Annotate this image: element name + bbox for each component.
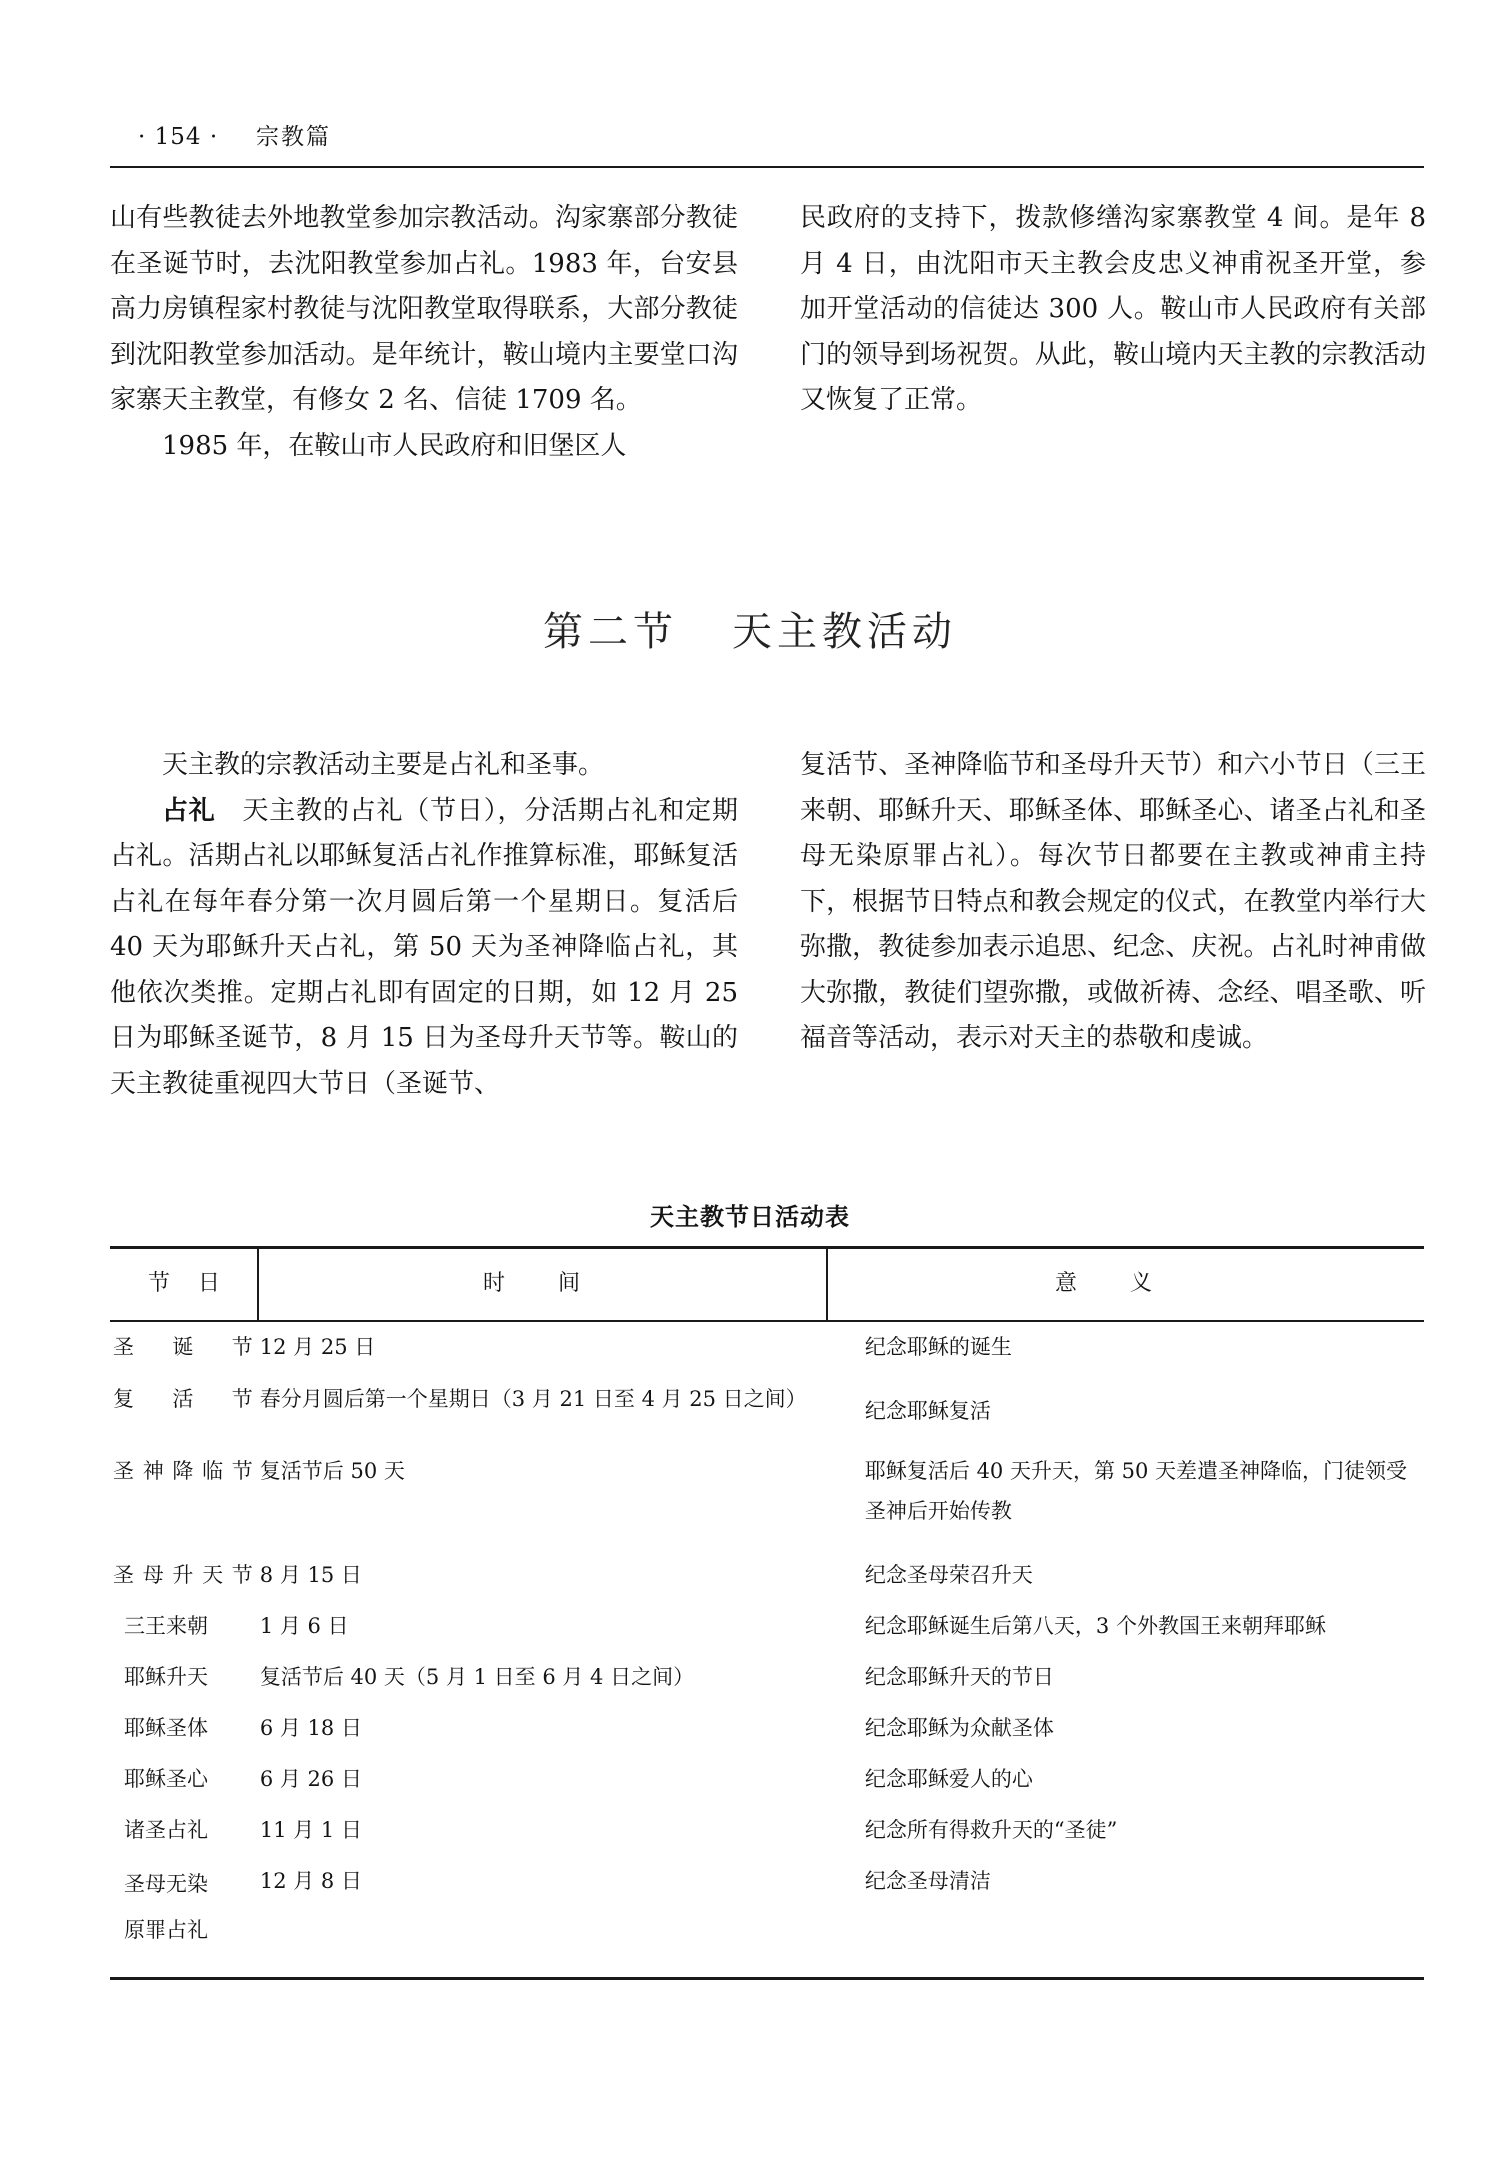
meaning-cell: 耶稣复活后 40 天升天，第 50 天差遣圣神降临，门徒领受圣神后开始传教 — [864, 1459, 1408, 1523]
meaning-cell: 纪念圣母荣召升天 — [864, 1563, 1033, 1587]
table-row — [110, 1555, 1424, 1595]
meaning-cell: 纪念耶稣爱人的心 — [864, 1767, 1033, 1791]
time-cell: 春分月圆后第一个星期日（3 月 21 日至 4 月 25 日之间） — [259, 1387, 807, 1411]
table-header-festival: 节 日 — [148, 1271, 224, 1296]
running-header — [120, 120, 1420, 160]
paragraph: 山有些教徒去外地教堂参加宗教活动。沟家寨部分教徒在圣诞节时，去沈阳教堂参加占礼。1983 年，台安县高力房镇程家村教徒与沈阳教堂取得联系，大部分教徒到沈阳教堂参加活动。是年统计，鞍山境内主要堂口沟家寨天主教堂，有修女 2 名、信徒 1709 名。 — [110, 203, 738, 415]
festival-cell: 圣诞节 — [113, 1335, 253, 1359]
table-header-rule — [110, 1320, 1424, 1322]
meaning-cell: 纪念耶稣诞生后第八天，3 个外教国王来朝拜耶稣 — [864, 1614, 1326, 1638]
meaning-cell: 纪念所有得救升天的“圣徒” — [864, 1818, 1118, 1842]
table-bottom-rule — [110, 1977, 1424, 1980]
section-name: 宗教篇 — [256, 124, 331, 150]
table-row — [110, 1327, 1424, 1367]
paragraph-text: 天主教的占礼（节日），分活期占礼和定期占礼。活期占礼以耶稣复活占礼作推算标准，耶稣复活占礼在每年春分第一次月圆后第一个星期日。复活后 40 天为耶稣升天占礼，第 50 天为圣神降临占礼，其他依次类推。定期占礼即有固定的日期，如 12 月 25 日为耶稣圣诞节，8 月 15 日为圣母升天节等。鞍山的天主教徒重视四大节日（圣诞节、 — [110, 795, 738, 1099]
paragraph: 天主教的宗教活动主要是占礼和圣事。 — [162, 750, 605, 780]
festival-cell: 圣母升天节 — [113, 1563, 253, 1587]
meaning-cell: 纪念耶稣为众献圣体 — [864, 1716, 1054, 1740]
meaning-cell: 纪念耶稣升天的节日 — [864, 1665, 1054, 1689]
table-row — [110, 1759, 1424, 1799]
paragraph: 复活节、圣神降临节和圣母升天节）和六小节日（三王来朝、耶稣升天、耶稣圣体、耶稣圣心、诸圣占礼和圣母无染原罪占礼）。每次节日都要在主教或神甫主持下，根据节日特点和教会规定的仪式，在教堂内举行大弥撒，教徒参加表示追思、纪念、庆祝。占礼时神甫做大弥撒，教徒们望弥撒，或做祈祷、念经、唱圣歌、听福音等活动，表示对天主的恭敬和虔诚。 — [800, 750, 1426, 1053]
time-cell: 11 月 1 日 — [259, 1818, 362, 1842]
time-cell: 复活节后 40 天（5 月 1 日至 6 月 4 日之间） — [259, 1665, 695, 1689]
section-heading-title: 天主教活动 — [732, 609, 957, 655]
time-cell: 12 月 25 日 — [259, 1335, 376, 1359]
festival-cell: 耶稣圣心 — [124, 1767, 208, 1791]
festival-cell: 复活节 — [113, 1387, 253, 1411]
table-row — [110, 1451, 1424, 1531]
section-heading-number: 第二节 — [543, 609, 678, 655]
table-body — [110, 1327, 1424, 1953]
meaning-cell: 纪念耶稣复活 — [864, 1399, 991, 1423]
festival-cell: 圣神降临节 — [113, 1459, 253, 1483]
table-row — [110, 1379, 1424, 1431]
text-column-left-top — [110, 196, 738, 469]
meaning-cell: 纪念圣母清洁 — [864, 1869, 991, 1893]
festival-cell: 三王来朝 — [124, 1614, 208, 1638]
time-cell: 6 月 18 日 — [259, 1716, 362, 1740]
table-header-time: 时 间 — [483, 1271, 584, 1296]
festival-cell: 耶稣升天 — [124, 1665, 208, 1689]
table-header-divider — [826, 1248, 828, 1322]
time-cell: 复活节后 50 天 — [259, 1459, 405, 1483]
table-row — [110, 1861, 1424, 1953]
paragraph — [110, 789, 738, 1108]
table-row — [110, 1708, 1424, 1748]
section-heading — [0, 600, 1500, 657]
term-highlight: 占礼 — [162, 795, 216, 826]
time-cell: 8 月 15 日 — [259, 1563, 362, 1587]
time-cell: 12 月 8 日 — [259, 1869, 362, 1893]
header-rule — [110, 166, 1424, 168]
paragraph: 民政府的支持下，拨款修缮沟家寨教堂 4 间。是年 8 月 4 日，由沈阳市天主教会皮忠义神甫祝圣开堂，参加开堂活动的信徒达 300 人。鞍山市人民政府有关部门的领导到场祝贺。从此，鞍山境内天主教的宗教活动又恢复了正常。 — [800, 203, 1426, 415]
table-header-divider — [257, 1248, 259, 1322]
table-header-meaning: 意 义 — [1055, 1271, 1156, 1296]
text-column-right-bottom — [800, 743, 1426, 1062]
time-cell: 1 月 6 日 — [259, 1614, 349, 1638]
table-top-rule — [110, 1246, 1424, 1249]
festival-cell: 耶稣圣体 — [124, 1716, 208, 1740]
table-row — [110, 1810, 1424, 1850]
festival-cell: 诸圣占礼 — [124, 1818, 208, 1842]
text-column-left-bottom — [110, 743, 738, 1107]
festival-cell: 圣母无染原罪占礼 — [124, 1872, 208, 1942]
meaning-cell: 纪念耶稣的诞生 — [864, 1335, 1012, 1359]
table-row — [110, 1606, 1424, 1646]
time-cell: 6 月 26 日 — [259, 1767, 362, 1791]
page-number: · 154 · — [138, 124, 219, 150]
table-row — [110, 1657, 1424, 1697]
table-title: 天主教节日活动表 — [650, 1203, 850, 1231]
paragraph: 1985 年，在鞍山市人民政府和旧堡区人 — [162, 430, 627, 461]
text-column-right-top — [800, 196, 1426, 424]
